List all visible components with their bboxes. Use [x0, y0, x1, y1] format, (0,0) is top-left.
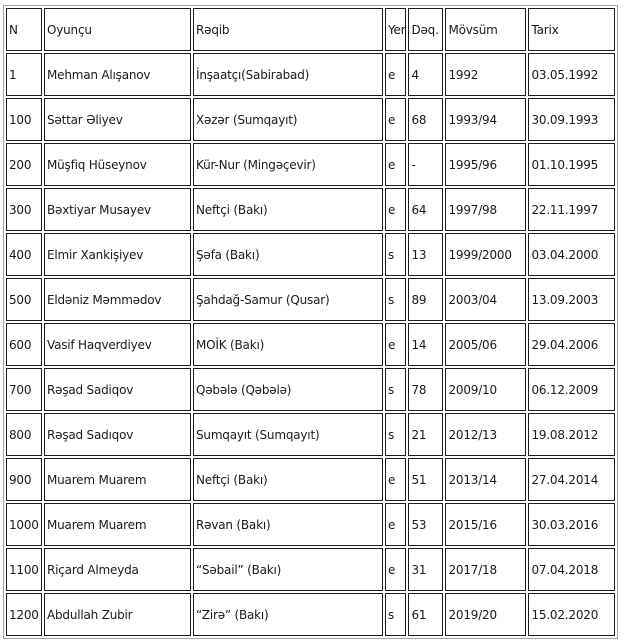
cell-date: 03.04.2000: [528, 233, 615, 276]
cell-n: 700: [6, 368, 42, 411]
cell-minute: 13: [408, 233, 443, 276]
cell-season: 1999/2000: [445, 233, 526, 276]
cell-date: 03.05.1992: [528, 53, 615, 96]
cell-date: 30.03.2016: [528, 503, 615, 546]
header-row: [6, 8, 615, 51]
cell-venue: e: [385, 143, 406, 186]
cell-venue: s: [385, 593, 406, 636]
cell-player: Müşfiq Hüseynov: [44, 143, 191, 186]
cell-player: Vasif Haqverdiyev: [44, 323, 191, 366]
table-row: [6, 503, 615, 546]
cell-minute: 61: [408, 593, 443, 636]
cell-date: 01.10.1995: [528, 143, 615, 186]
cell-n: 100: [6, 98, 42, 141]
cell-venue: e: [385, 53, 406, 96]
cell-minute: 68: [408, 98, 443, 141]
cell-venue: s: [385, 413, 406, 456]
cell-venue: e: [385, 458, 406, 501]
cell-season: 2005/06: [445, 323, 526, 366]
cell-opponent: Sumqayıt (Sumqayıt): [193, 413, 383, 456]
table-row: [6, 368, 615, 411]
table-body: [6, 8, 615, 636]
cell-season: 1997/98: [445, 188, 526, 231]
cell-season: 2019/20: [445, 593, 526, 636]
cell-opponent: İnşaatçı(Sabirabad): [193, 53, 383, 96]
cell-n: 500: [6, 278, 42, 321]
cell-minute: 64: [408, 188, 443, 231]
cell-season: 1993/94: [445, 98, 526, 141]
header-minute: Dəq.: [408, 8, 443, 51]
cell-minute: 53: [408, 503, 443, 546]
cell-player: Səttar Əliyev: [44, 98, 191, 141]
cell-n: 300: [6, 188, 42, 231]
cell-player: Riçard Almeyda: [44, 548, 191, 591]
cell-n: 1: [6, 53, 42, 96]
cell-n: 900: [6, 458, 42, 501]
cell-minute: 89: [408, 278, 443, 321]
header-player: Oyunçu: [44, 8, 191, 51]
cell-venue: s: [385, 233, 406, 276]
table-row: [6, 458, 615, 501]
cell-season: 2009/10: [445, 368, 526, 411]
cell-opponent: Şəfa (Bakı): [193, 233, 383, 276]
header-opponent: Rəqib: [193, 8, 383, 51]
cell-minute: 14: [408, 323, 443, 366]
cell-date: 30.09.1993: [528, 98, 615, 141]
cell-season: 2013/14: [445, 458, 526, 501]
cell-minute: 21: [408, 413, 443, 456]
cell-player: Muarem Muarem: [44, 503, 191, 546]
cell-opponent: Neftçi (Bakı): [193, 458, 383, 501]
cell-opponent: Kür-Nur (Mingəçevir): [193, 143, 383, 186]
cell-venue: s: [385, 368, 406, 411]
cell-player: Eldəniz Məmmədov: [44, 278, 191, 321]
cell-n: 200: [6, 143, 42, 186]
cell-venue: e: [385, 98, 406, 141]
table-row: [6, 233, 615, 276]
cell-date: 06.12.2009: [528, 368, 615, 411]
cell-venue: e: [385, 323, 406, 366]
header-date: Tarix: [528, 8, 615, 51]
cell-n: 600: [6, 323, 42, 366]
cell-n: 1100: [6, 548, 42, 591]
cell-opponent: Rəvan (Bakı): [193, 503, 383, 546]
table-row: [6, 278, 615, 321]
cell-n: 1000: [6, 503, 42, 546]
cell-minute: 31: [408, 548, 443, 591]
cell-date: 13.09.2003: [528, 278, 615, 321]
cell-opponent: Neftçi (Bakı): [193, 188, 383, 231]
cell-player: Elmir Xankişiyev: [44, 233, 191, 276]
cell-minute: 78: [408, 368, 443, 411]
cell-opponent: Xəzər (Sumqayıt): [193, 98, 383, 141]
cell-minute: 4: [408, 53, 443, 96]
cell-opponent: Qəbələ (Qəbələ): [193, 368, 383, 411]
cell-date: 27.04.2014: [528, 458, 615, 501]
cell-season: 1995/96: [445, 143, 526, 186]
table-row: [6, 53, 615, 96]
table-row: [6, 98, 615, 141]
cell-date: 29.04.2006: [528, 323, 615, 366]
cell-opponent: “Səbail” (Bakı): [193, 548, 383, 591]
header-venue: Yer: [385, 8, 406, 51]
cell-date: 22.11.1997: [528, 188, 615, 231]
cell-date: 19.08.2012: [528, 413, 615, 456]
cell-venue: e: [385, 548, 406, 591]
table-row: [6, 593, 615, 636]
table-row: [6, 413, 615, 456]
cell-n: 1200: [6, 593, 42, 636]
cell-player: Abdullah Zubir: [44, 593, 191, 636]
cell-opponent: Şahdağ-Samur (Qusar): [193, 278, 383, 321]
cell-opponent: MOİK (Bakı): [193, 323, 383, 366]
header-season: Mövsüm: [445, 8, 526, 51]
table-row: [6, 188, 615, 231]
cell-season: 2017/18: [445, 548, 526, 591]
header-n: N: [6, 8, 42, 51]
cell-season: 2015/16: [445, 503, 526, 546]
table-row: [6, 143, 615, 186]
cell-player: Rəşad Sadıqov: [44, 413, 191, 456]
cell-venue: e: [385, 188, 406, 231]
table-row: [6, 548, 615, 591]
cell-player: Muarem Muarem: [44, 458, 191, 501]
table-row: [6, 323, 615, 366]
cell-player: Rəşad Sadiqov: [44, 368, 191, 411]
cell-venue: e: [385, 503, 406, 546]
cell-minute: 51: [408, 458, 443, 501]
cell-venue: s: [385, 278, 406, 321]
cell-minute: -: [408, 143, 443, 186]
cell-player: Mehman Alışanov: [44, 53, 191, 96]
cell-opponent: “Zirə” (Bakı): [193, 593, 383, 636]
cell-season: 2003/04: [445, 278, 526, 321]
goals-table: [3, 5, 618, 639]
cell-player: Bəxtiyar Musayev: [44, 188, 191, 231]
cell-n: 800: [6, 413, 42, 456]
cell-n: 400: [6, 233, 42, 276]
cell-season: 1992: [445, 53, 526, 96]
cell-date: 15.02.2020: [528, 593, 615, 636]
cell-date: 07.04.2018: [528, 548, 615, 591]
cell-season: 2012/13: [445, 413, 526, 456]
